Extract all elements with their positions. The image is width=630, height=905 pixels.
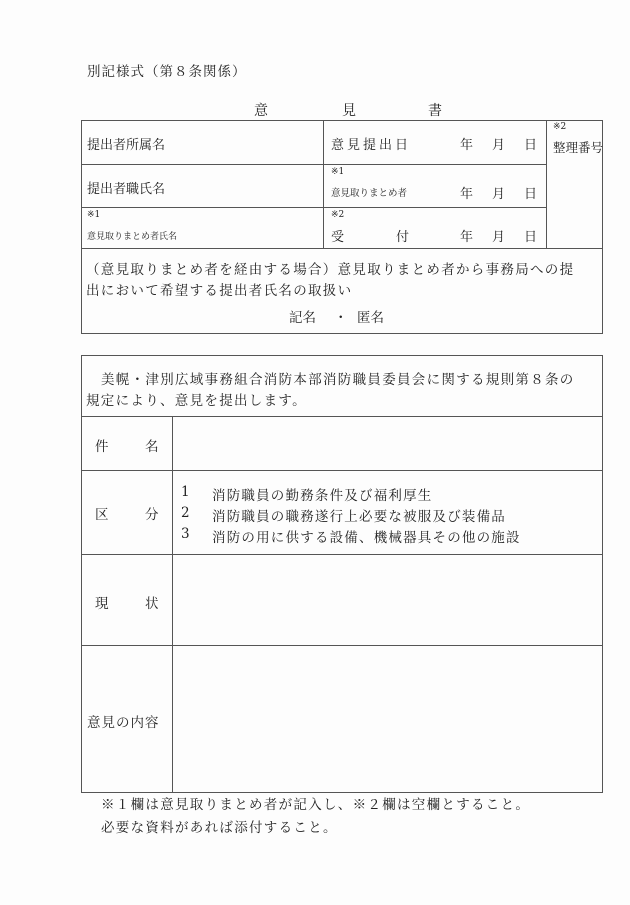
year-label: 年: [460, 230, 474, 245]
border: [81, 120, 603, 121]
border: [602, 355, 603, 792]
border: [81, 164, 546, 165]
affiliation-label: 提出者所属名: [87, 138, 166, 153]
title-char-1: 意: [254, 103, 268, 119]
handling-separator: ・: [334, 310, 348, 326]
status-input[interactable]: [173, 555, 602, 645]
title-char-3: 書: [428, 103, 442, 119]
status-label-1: 現: [95, 596, 109, 612]
year-label: 年: [460, 138, 474, 153]
category-1-number: 1: [181, 484, 190, 500]
month-label: 月: [492, 187, 506, 202]
coordinator-name-label: 意見取りまとめ者氏名: [87, 232, 178, 242]
border: [81, 333, 603, 334]
note-2: 必要な資料があれば添付すること。: [101, 820, 338, 836]
category-3-option[interactable]: 消防の用に供する設備、機械器具その他の施設: [212, 530, 521, 546]
received-note: ※2: [331, 210, 345, 220]
form-label: 別記様式（第８条関係）: [87, 64, 247, 80]
ref-note: ※2: [553, 122, 567, 132]
category-1-option[interactable]: 消防職員の勤務条件及び福利厚生: [212, 488, 433, 504]
border: [81, 248, 603, 249]
status-label-2: 状: [145, 596, 159, 612]
border: [81, 120, 82, 333]
border: [546, 120, 547, 248]
category-label-2: 分: [145, 507, 159, 523]
border: [81, 470, 603, 471]
border: [81, 792, 603, 793]
intro-line1: 美幌・津別広域事務組合消防本部消防職員委員会に関する規則第８条の: [101, 372, 575, 388]
handling-text-line1: （意見取りまとめ者を経由する場合）意見取りまとめ者から事務局への提: [86, 262, 575, 278]
day-label: 日: [524, 230, 538, 245]
coordinator-date-label: 意見取りまとめ者: [331, 188, 408, 199]
coordinator-date-note: ※1: [331, 167, 345, 177]
handling-option-named[interactable]: 記名: [289, 310, 316, 326]
border: [81, 207, 546, 208]
month-label: 月: [492, 138, 506, 153]
title-char-2: 見: [342, 103, 356, 119]
subject-label-2: 名: [145, 439, 159, 455]
year-label: 年: [460, 187, 474, 202]
submit-date-label: 意見提出日: [331, 138, 412, 153]
border: [323, 120, 324, 248]
day-label: 日: [524, 187, 538, 202]
intro-line2: 規定により、意見を提出します。: [86, 393, 307, 409]
day-label: 日: [524, 138, 538, 153]
received-label-1: 受: [331, 230, 345, 245]
border: [81, 355, 603, 356]
category-3-number: 3: [181, 526, 190, 542]
subject-input[interactable]: [173, 417, 602, 470]
category-2-option[interactable]: 消防職員の職務遂行上必要な被服及び装備品: [212, 509, 506, 525]
name-label: 提出者職氏名: [87, 182, 166, 197]
category-2-number: 2: [181, 505, 190, 521]
coordinator-note: ※1: [87, 210, 101, 220]
ref-label: 整理番号: [553, 140, 604, 155]
border: [81, 355, 82, 792]
opinion-input[interactable]: [173, 646, 602, 792]
subject-label-1: 件: [95, 439, 109, 455]
received-label-2: 付: [396, 230, 410, 245]
handling-text-line2: 出において希望する提出者氏名の取扱い: [86, 283, 353, 299]
opinion-label: 意見の内容: [87, 715, 160, 731]
handling-option-anonymous[interactable]: 匿名: [357, 310, 384, 326]
month-label: 月: [492, 230, 506, 245]
category-label-1: 区: [95, 507, 109, 523]
note-1: ※１欄は意見取りまとめ者が記入し、※２欄は空欄とすること。: [101, 797, 531, 813]
